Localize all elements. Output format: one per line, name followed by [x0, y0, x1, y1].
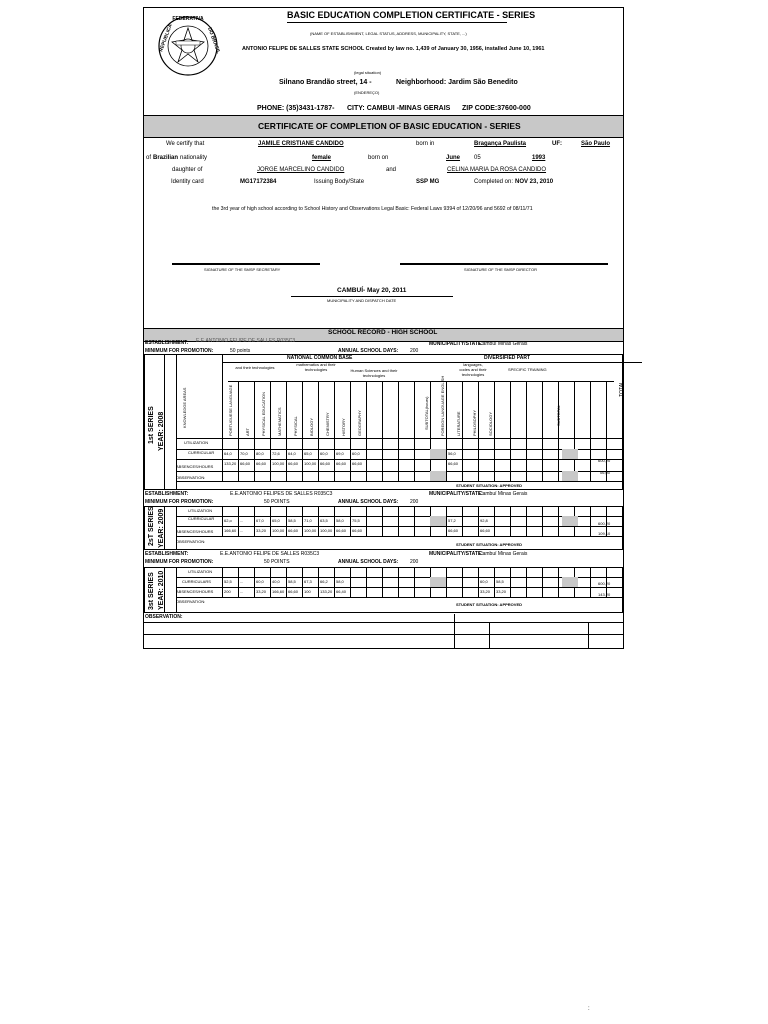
s3-util-5: 67,3: [304, 579, 312, 584]
math-tech: mathematics and their technologies: [296, 362, 336, 372]
series-2-label: 2sT SERIES: [148, 506, 155, 546]
promotion-2: 50 POINTS: [264, 499, 290, 505]
s3-util-3: 40,0: [272, 579, 280, 584]
s2-obs-label: OBSERVATION:: [176, 539, 206, 544]
address-caption: (ENDEREÇO): [354, 90, 380, 95]
s1-curr-4: 66,60: [288, 461, 299, 466]
establishment-3: E.E.ANTONIO FELIPE DE SALLES R035C3: [220, 551, 320, 557]
s2-div-util: 57,2: [448, 518, 456, 523]
year-1-label: YEAR: 2008: [158, 411, 165, 451]
s2-curr-0: 166,60: [224, 528, 237, 533]
s1-curr-8: 66,60: [352, 461, 363, 466]
s1-curr-6: 66,60: [320, 461, 331, 466]
father-name: JORGE MARCELINO CANDIDO: [257, 167, 345, 173]
s3-absences: 143,20: [598, 592, 611, 597]
page-mark: :: [588, 1006, 590, 1012]
s2-div-util2: 92,8: [480, 518, 488, 523]
s3-util-0: 52,5: [224, 579, 232, 584]
place-date: CAMBUÍ- May 20, 2011: [337, 287, 407, 294]
s1-util-7: 69,0: [336, 451, 344, 456]
subject-art: ART: [245, 428, 250, 436]
s1-curr-label: CURRICULAR: [188, 450, 215, 455]
law-text: the 3rd year of high school according to School History and Observations Legal Basic: Federal Laws 9394 of 12/20/96 and 5692 of 08/11/71: [212, 206, 533, 212]
s1-curr-7: 66,60: [336, 461, 347, 466]
zip-code: ZIP CODE:37600-000: [462, 105, 531, 112]
s1-curr-2: 66,60: [256, 461, 267, 466]
series-3-block: [144, 567, 623, 613]
certificate-document: [143, 7, 624, 649]
s3-curr-1: ...: [240, 589, 244, 594]
nationality: Brazilian: [153, 155, 179, 161]
record-title: SCHOOL RECORD - HIGH SCHOOL: [328, 329, 438, 336]
s1-util-0: 64,0: [224, 451, 232, 456]
establishment-2: E.E.ANTONIO FELIPES DE SALLES R035C3: [230, 491, 333, 497]
uf-label: UF:: [552, 141, 562, 147]
s2-util-1: ...: [240, 518, 244, 523]
s3-curr-0: 200: [224, 589, 231, 594]
subject-geography: GEOGRAPHY: [357, 410, 362, 436]
svg-text:REPUBLICA: REPUBLICA: [158, 23, 174, 53]
s1-obs-label: OBSERVATION:: [176, 475, 206, 480]
school-line: ANTONIO FELIPE DE SALLES STATE SCHOOL Created by law no. 1,439 of January 30, 1956, installed June 10, 1961: [242, 46, 545, 52]
s2-div-curr: 66,60: [448, 528, 459, 533]
city: CITY: CAMBUI -MINAS GERAIS: [347, 105, 451, 112]
school-days-2: 200: [410, 499, 419, 505]
s3-curr-3: 166,60: [272, 589, 285, 594]
s2-util-2: 67,0: [256, 518, 264, 523]
observation-label: OBSERVATION:: [145, 614, 183, 620]
and-label: and: [386, 167, 397, 173]
republic-seal-icon: [158, 14, 222, 78]
series-1-label: 1st SERIES: [148, 406, 155, 444]
s2-util-label: UTILIZATION: [188, 508, 213, 513]
completed-label: Completed on:: [474, 179, 514, 185]
municipality-label-1: MUNICIPALITY/STATE:: [429, 341, 483, 347]
promotion-3: 50 POINTS: [264, 559, 290, 565]
issuing-value: SSP MG: [416, 179, 440, 185]
s3-util-1: ...: [240, 579, 244, 584]
div-subtotal: SUBTOTAL: [556, 405, 561, 426]
s1-curr-5: 100,00: [304, 461, 317, 466]
lang-codes: languages, codes and their technologies: [459, 362, 487, 377]
establishment-label-2: ESTABLISHMENT:: [145, 491, 189, 497]
street-line: Silnano Brandão street, 14 -: [279, 79, 372, 86]
of-label: of: [146, 155, 152, 161]
mother-name: CELINA MARIA DA ROSA CANDIDO: [447, 167, 547, 173]
s3-curr-5: 100: [304, 589, 311, 594]
s2-util-3: 65,0: [272, 518, 280, 523]
subject-portuguese: PORTUGUESE LANGUAGE: [228, 384, 233, 436]
born-in-label: born in: [416, 141, 435, 147]
establishment-label-1: ESTABLISHMENT:: [145, 340, 189, 346]
s2-curr-2: 33,20: [256, 528, 267, 533]
s2-util-4: 58,5: [288, 518, 296, 523]
svg-text:DO BRASIL: DO BRASIL: [206, 26, 222, 55]
svg-text:FEDERATIVA: FEDERATIVA: [172, 16, 204, 22]
page-title: BASIC EDUCATION COMPLETION CERTIFICATE - SERIES: [287, 10, 536, 20]
s1-util-1: 70,0: [240, 451, 248, 456]
s1-util-4: 64,0: [288, 451, 296, 456]
s3-obs-label: OBSERVATION:: [176, 599, 206, 604]
s2-curr-6: 100,00: [320, 528, 333, 533]
establishment-1: E.E.ANTONIO FELIPE DE SALLES R035C3: [196, 338, 296, 344]
s2-absences: 109,10: [598, 531, 611, 536]
s1-util-5: 65,0: [304, 451, 312, 456]
s2-curr-label: CURRICULAR: [188, 516, 215, 521]
neighborhood-line: Neighborhood: Jardim São Benedito: [396, 79, 518, 86]
municipality-3: Cambuí Minas Gerais: [479, 551, 528, 557]
div-literature: LITERATURE: [456, 411, 461, 436]
daughter-label: daughter of: [172, 167, 203, 173]
identity-value: MG17172384: [240, 179, 277, 185]
s1-curr-3: 100,00: [272, 461, 285, 466]
place-date-caption: MUNICIPALITY AND DISPATCH DATE: [327, 298, 397, 303]
s3-status: STUDENT SITUATION: APPROVED: [456, 602, 523, 607]
school-days-label-2: ANNUAL SCHOOL DAYS:: [338, 499, 399, 505]
specific-training: SPECIFIC TRAINING: [508, 367, 547, 372]
school-days-label-1: ANNUAL SCHOOL DAYS:: [338, 348, 399, 354]
school-days-1: 200: [410, 348, 419, 354]
sig-secretary: SIGNATURE OF THE SMSP SECRETARY: [204, 267, 281, 272]
s1-status: STUDENT SITUATION: APPROVED: [456, 483, 523, 488]
knowledge-areas: KNOWLEDGE AREAS: [182, 387, 187, 428]
promotion-label-3: MINIMUM FOR PROMOTION:: [145, 559, 214, 565]
identity-label: Identity card: [171, 179, 204, 185]
born-on-label: born on: [368, 155, 389, 161]
s3-curr-2: 33,20: [256, 589, 267, 594]
s3-curr-4: 66,60: [288, 589, 299, 594]
establishment-caption: (NAME OF ESTABLISHMENT, LEGAL STATUS, ADDRESS, MUNICIPALITY, STATE, ...): [310, 31, 467, 36]
s1-absences: 06,00: [600, 470, 611, 475]
div-english: FOREIGN LANGUAGE ENGLISH: [440, 375, 445, 436]
birth-year: 1993: [532, 155, 546, 161]
year-3-label: YEAR: 2010: [158, 570, 165, 610]
codes-tech: and their technologies: [235, 365, 275, 370]
student-name: JAMILE CRISTIANE CANDIDO: [258, 141, 344, 147]
human-tech: Human Sciences and their technologies: [350, 368, 398, 378]
issuing-label: Issuing Body/State: [314, 179, 365, 185]
s1-util-3: 72,6: [272, 451, 280, 456]
completed-value: NOV 23, 2010: [515, 179, 554, 185]
s2-util-8: 75,5: [352, 518, 360, 523]
s2-curr-1: ...: [240, 528, 244, 533]
subject-pe: PHYSICAL EDUCATION: [261, 391, 266, 436]
we-certify-label: We certify that: [166, 141, 205, 147]
subject-chemistry: CHEMISTRY: [325, 412, 330, 436]
s1-util-6: 60,0: [320, 451, 328, 456]
s2-curr-4: 66,60: [288, 528, 299, 533]
diversified-part: DIVERSIFIED PART: [484, 355, 531, 361]
s1-util-8: 60,0: [352, 451, 360, 456]
s1-curr-1: 66,60: [240, 461, 251, 466]
establishment-label-3: ESTABLISHMENT:: [145, 551, 189, 557]
s1-util-2: 80,0: [256, 451, 264, 456]
school-days-label-3: ANNUAL SCHOOL DAYS:: [338, 559, 399, 565]
promotion-1: 50 points: [230, 348, 251, 354]
municipality-label-3: MUNICIPALITY/STATE:: [429, 551, 483, 557]
s2-curr-5: 100,00: [304, 528, 317, 533]
s2-util-5: 71,0: [304, 518, 312, 523]
s2-util-6: 63,5: [320, 518, 328, 523]
s3-abs-label: ABSENCES/HOURS: [176, 589, 214, 594]
div-sociology: SOCIOLOGY: [488, 411, 493, 436]
national-base: NATIONAL COMMON BASE: [287, 355, 353, 361]
nationality-label: nationality: [180, 155, 208, 161]
municipality-2: Cambuí Minas Gerais: [479, 491, 528, 497]
s3-curr-7: 66,40: [336, 589, 347, 594]
s1-abs-label: ABSENCES/HOURS: [176, 464, 214, 469]
div-philosophy: PHILOSOPHY: [472, 409, 477, 436]
subject-physical: PHYSICAL: [293, 416, 298, 436]
s2-curr-3: 100,00: [272, 528, 285, 533]
year-2-label: YEAR: 2009: [158, 508, 165, 548]
s2-curr-7: 66,60: [336, 528, 347, 533]
s1-total: 600,20: [598, 458, 611, 463]
s3-util-label: UTILIZATION: [188, 569, 213, 574]
birth-day: 05: [474, 155, 481, 161]
gender: female: [312, 155, 332, 161]
s2-total: 600,20: [598, 521, 611, 526]
subject-biology: BIOLOGY: [309, 417, 314, 436]
promotion-label-1: MINIMUM FOR PROMOTION:: [145, 348, 214, 354]
s3-util-7: 58,0: [336, 579, 344, 584]
s3-div-curr: 33,20: [480, 589, 491, 594]
s2-curr-8: 66,60: [352, 528, 363, 533]
series-3-label: 3st SERIES: [148, 572, 155, 610]
promotion-label-2: MINIMUM FOR PROMOTION:: [145, 499, 214, 505]
s3-total: 600,20: [598, 581, 611, 586]
certificate-title: CERTIFICATE OF COMPLETION OF BASIC EDUCATION - SERIES: [258, 121, 521, 131]
s2-util-7: 58,0: [336, 518, 344, 523]
s2-util-0: 62,o: [224, 518, 232, 523]
s3-curr-label: CURRICULARS: [182, 579, 211, 584]
s2-status: STUDENT SITUATION: APPROVED: [456, 542, 523, 547]
phone: PHONE: (35)3431-1787-: [257, 105, 335, 112]
birth-month: June: [446, 155, 461, 161]
div-subtotal-hours: SUBTOTAL(hours): [424, 396, 429, 430]
school-days-3: 200: [410, 559, 419, 565]
s3-util-2: 60,0: [256, 579, 264, 584]
series-2-block: [144, 506, 623, 550]
sig-director: SIGNATURE OF THE SMSP DIRECTOR: [464, 267, 538, 272]
s1-div-util: 56,0: [448, 451, 456, 456]
s3-div-util2: 58,5: [496, 579, 504, 584]
s1-div-curr: 66,60: [448, 461, 459, 466]
s2-div-curr2: 66,60: [480, 528, 491, 533]
birth-city: Bragança Paulista: [474, 141, 527, 147]
s3-curr-6: 133,20: [320, 589, 333, 594]
subject-history: HISTORY: [341, 418, 346, 436]
s1-curr-0: 133,20: [224, 461, 237, 466]
total-header: TOTAL: [618, 381, 625, 397]
s2-abs-label: ABSENCES/HOURS: [176, 529, 214, 534]
s3-util-4: 58,5: [288, 579, 296, 584]
s3-div-util: 60,0: [480, 579, 488, 584]
subject-math: MATHEMATICS: [277, 407, 282, 436]
s3-util-6: 66,2: [320, 579, 328, 584]
uf-value: São Paulo: [581, 141, 611, 147]
s3-div-curr2: 33,20: [496, 589, 507, 594]
municipality-1: Cambuí Minas Gerais: [479, 341, 528, 347]
s1-util-label: UTILIZATION: [184, 440, 209, 445]
legal-caption: (legal situation): [354, 70, 382, 75]
municipality-label-2: MUNICIPALITY/STATE:: [429, 491, 483, 497]
